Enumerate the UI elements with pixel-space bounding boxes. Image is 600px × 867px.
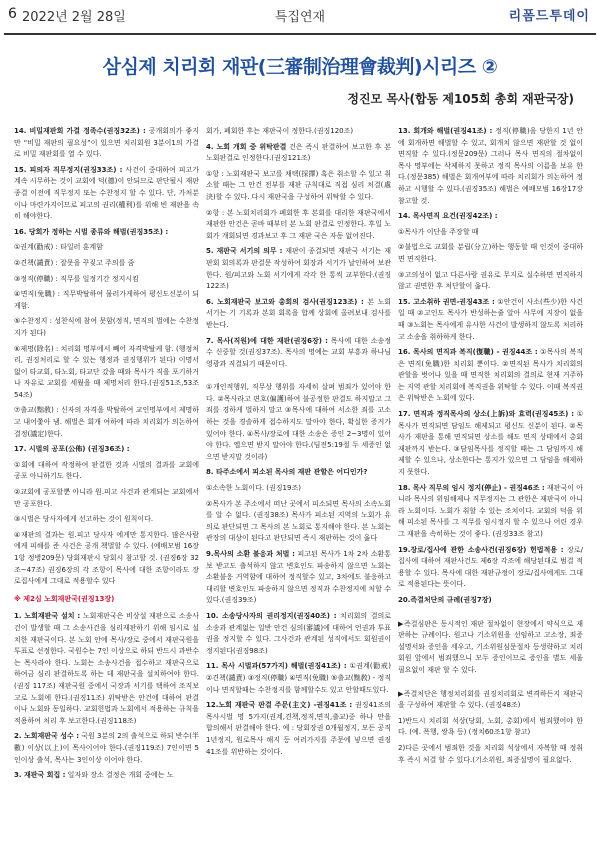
paragraph	[14, 770, 199, 782]
paragraph	[398, 126, 583, 207]
item-text: ⑤수찬정지 : 성찬식에 참여 못함(정직, 면직의 벌에는 수찬정지가 된다)	[14, 317, 199, 337]
item-text: ①항 : 노회재판국 보고를 채택(採擇) 혹은 취소할 수 있고 취소할 때는 그 안건 전부를 재판 규칙대로 직접 심리 처결(處決)할 수 있다. 다시 재판국을 구성하여 위탁할 수 있다.	[206, 169, 391, 201]
item-text: 정직(停職)을 당한지 1년 안에 회개하면 해벌할 수 있고, 회개치 않으면 재판할 것 없이 면직할 수 있다.(정문209문) 그러나 목사 면직의 절차없이 목사 명부에는 삭제하지 못하고 정직 목사의 이름을 보유 한다.(정문385) 해벌은 회개여부에 따라 치리회가 의논하여 정하고 시행할 수 있다.(권징35조) 해벌은 예배모범 16장17장 참고할 것.	[398, 127, 584, 205]
paragraph	[14, 344, 199, 402]
section-label: 특집연재	[274, 10, 326, 25]
item-text: 일자와 장소 결정은 개회 중에는 노	[65, 771, 174, 780]
paragraph	[206, 549, 391, 607]
item-heading: 9.목사의 소환 불응과 처벌 :	[206, 550, 295, 558]
paragraph	[14, 514, 199, 526]
item-heading: 18. 목사 직무의 임시 정지(停止) - 권징46조 :	[398, 483, 545, 492]
paragraph	[398, 211, 583, 223]
paragraph	[206, 483, 391, 495]
item-text: ▶즉결심판은 동시적인 재판 절차없이 현장에서 약식으로 재판하는 규례이다. 원고나 기소위원을 선임하고 고소장, 죄증 설명서와 증인을 세우고, 기소위원심문절차 등생략하고 치리회원 앞에서 범죄했으니 모두 증인이므로 증인을 별도 세울 필요없이 재판 할 수 있다.	[398, 619, 583, 674]
paragraph	[398, 743, 583, 766]
item-text: 재판이 종결되면 재판국 서기는 재판회 회의록과 판결문 작성하여 회장과 서기가 날인하여 보관한다. 원/피고와 노회 서기에게 각각 한 통씩 교부한다.(권징122조)	[206, 247, 391, 291]
paragraph	[398, 716, 583, 739]
item-heading: 17. 시벌의 공포(公佈) (권징36조) :	[14, 445, 130, 454]
paragraph	[398, 347, 583, 405]
article-title: 삼심제 치리회 재판(三審制治理會裁判)시리즈 ②	[102, 56, 498, 78]
paragraph	[398, 689, 583, 712]
paragraph	[398, 227, 583, 239]
item-heading: 2. 노회재판국 성수 :	[14, 732, 80, 741]
item-heading: 6. 노회재판국 보고와 총회의 검사(권징123조) :	[206, 297, 364, 306]
item-heading: 13. 회개와 해벌(권징41조) :	[398, 127, 493, 135]
paragraph	[206, 382, 391, 463]
paragraph	[398, 483, 583, 541]
item-text: 건은 즉시 판결하여 보고한 후 본 노회판결로 인정한다.(권징121조)	[206, 142, 391, 163]
item-text: ④면직(免職) : 직무박탈하여 물러가게하여 평신도신분이 되게함.	[14, 290, 199, 310]
item-text: ②목사가 본 주소에서 떠난 곳에서 피소되면 목사의 소속노회를 알 수 없다. (권징38조) 목사가 피소된 지역의 노회가 유의로 판단되면 그 목사의 본 노회로 통지해야 한다. 본 노회는 관장의 대상이 된다고 판단되면 즉시 재판하는 것이 옳다	[206, 499, 391, 543]
paragraph	[206, 246, 391, 292]
paragraph	[206, 336, 391, 371]
paragraph	[14, 405, 199, 440]
paragraph	[206, 142, 391, 165]
item-heading: 14. 비밀재판회 가결 정족수(권징32조) :	[14, 127, 146, 135]
paragraph	[398, 619, 583, 677]
item-heading: 5. 재판국 서기의 의무 :	[206, 247, 283, 256]
item-text: ①안건이 사소(些少)한 사건일 때 ②고인도 목사가 반성하는줄 알아 사무에 지장이 없을 때 ③노회는 목사에게 유사한 사건이 발생하지 않도록 처리하고 소송을 취하하게 한다.	[398, 297, 584, 341]
item-text: ②불법으로 교회를 분립(分立)하는 행동할 때 인것이 중대하면 면직한다.	[398, 243, 583, 263]
paragraph	[14, 274, 199, 286]
item-text: ④재판의 결과는 원.피고 당사자 에게만 통지한다. 많은사람에게 피해를 준 사건은 공개 책벌할 수 있다. (예배모범 16장1항 정병209문) 당회재판시 당회시 참고할 것. (권징6장 32조~47조) 권징6장의 각 조항이 목사에 대한 조항이라도 장로집사에게 그대로 적용할수 있다	[14, 530, 199, 586]
item-text: ①개인적행위, 직무상 행위를 자세히 살펴 범죄가 있어야 한다. ②목사라고 편호(偏護)하여 불공정한 판결도 하지말고 그 죄를 경하게 벌하지 말고 ③목사에 대하여 서소한 죄를 고소하는 것을 경솔하게 접수하지도 말아야 한다, 확실한 증거가 있어야 한다. ④목사/장로에 대한 소송은 증인 2~3명이 있어야 한다. 엘으면 받지 말아야 한다.(딤전5:19절 두 세증인 없으면 받지말 것이라)	[206, 383, 391, 461]
item-heading: 8. 타주소에서 피소된 목사의 재판 관할은 어디인가?	[206, 468, 368, 477]
item-heading: 1. 노회재판국 설치 :	[14, 612, 81, 621]
paragraph	[14, 165, 199, 223]
item-heading: 14. 목사면직 요건(권징42조) :	[398, 212, 498, 221]
paragraph	[398, 297, 583, 343]
paragraph	[206, 700, 391, 758]
item-heading: 15. 피의자 직무정지(권징33조) :	[14, 165, 123, 174]
item-heading: 11. 목사 시벌과(57가지) 해벌(권징41조) :	[206, 662, 347, 671]
paragraph	[206, 499, 391, 545]
header-rule	[4, 33, 596, 35]
article-column-3	[398, 126, 583, 770]
paragraph	[14, 126, 199, 161]
item-text: 장로/집사에 대하여 재판사건도 제6장 각조에 해당된대로 범결 적용할 수 있다. 목사에 대한 재판규정이 장로/집사에게도 그대로 적용된다는 뜻이다.	[398, 545, 583, 589]
item-text: ⑥제명(除名) : 치리회 명부에서 빼어 자격박탈케 함. (행정처리, 권징처리로 할 수 있는 행정과 권징행위가 된다) 이명서없이 타교회, 타노회, 타교단 갔을 때와 목사가 직을 포기하거나 자유로 교회를 세웠을 때 제명처리 한다.(권징51조,53조 54조)	[14, 344, 199, 399]
item-text: 노회재판국은 비상설 재판으로 소송사건이 발생할 때 그 소송사건을 심리재판하기 위해 임시로 설치한 재판국이다. 본 노회 안에 목사/장로 중에서 재판국원을 투표로 선정한다. 국원수는 7인 이상으로 하되 반드시 과반수는 목사라야 한다. 노회는 소송사건을 접수하고 재판국으로 하여금 심리 판결하도록 하는 데 재판국을 설치하여야 한다.(권징 117조) 재판국원 중에서 국장과 서기를 택하여 조직보고로 노회에 한다.(권징11조) 위탁받은 안건에 대하여 판결이나 노회와 동일하다. 교회헌법과 노회에서 적용하는 규칙을 적용하여 처리 후 보고한다.(권징118조)	[14, 612, 199, 725]
paragraph	[14, 611, 199, 727]
item-heading: 15. 고소취하 권면-권징43조 :	[398, 297, 495, 306]
item-heading: 19.장로/집사에 관한 소송사건(권징6장) 헌법적용 :	[398, 545, 564, 554]
item-text: ①권계(勸戒) ②견책(譴責) ③정직(停職) ④면직(免職) ⑤출교(黜敎) - 정직이나 면직할때는 수찬정지를 함께할수도 있고 안할때도있다.	[206, 662, 391, 694]
paragraph	[398, 595, 583, 607]
item-heading: 20.즉결처단의 규례(권징7장)	[398, 595, 492, 604]
paragraph	[398, 242, 583, 265]
paragraph	[206, 208, 391, 243]
item-text: 1)반드시 치리회 석상(당회, 노회, 총회)에서 범죄했어야 한다. (예. 폭행, 쌍욕 등) (정치60조1항 참고)	[398, 716, 583, 737]
item-heading: 3. 재판국 회집 :	[14, 771, 66, 780]
paragraph	[206, 297, 391, 332]
paragraph	[14, 227, 199, 239]
section-heading: ※ 제2심 노회재판국(권징13장)	[14, 594, 115, 603]
paragraph	[14, 258, 199, 270]
item-text: 본 노회 서기는 기 기록과 본회 회록을 합께 상회에 올려보내 검사를 받는다.	[206, 297, 391, 329]
item-text: 권징41조의 목사시벌 명 5가지(권계,견책,정직,면직,출교)중 하나 만을 합의해서 판결해야 한다. 예 : 당회장권 0개월정지, 모든 공직 1년정지, 원로목사 해지 등 여러가지를 주문에 넣으면 권징41조를 위반하는 것이다.	[206, 701, 391, 756]
item-text: 2)다른 곳에서 범죄한 것을 치리회 석상에서 자복할 때 정취 후 즉시 처결 할 수 있다.(기소위원, 죄증설명이 필요없다.	[398, 743, 583, 764]
item-text: ▶즉결처단은 행정치리회를 권징치리회로 변격하든지 재판국을 구성하여 재판할 수 있다. (권징48조)	[398, 689, 583, 710]
item-text: 사건이 중대하여 피고가 계속 시무하는 것이 교회에 덕(德)이 안되므로 판단될시 재판 종결 이전에 직무정지 또는 수찬정지 할 수 있다. 단, 가처분이나 마련가지이므로 피고의 권리(權利)를 위해 빈 재판을 속히 해야한다.	[14, 165, 199, 221]
item-text: 치리회의 결의로 소송과 관계없는 일반 안건 심의(審議)에 대하여 언권과 투표권을 정지할 수 있다. 그사건과 관계된 성직에서도 회원권이 정지된다(권징98조)	[206, 611, 391, 655]
paragraph	[206, 661, 391, 696]
article-column-1	[14, 126, 199, 786]
item-heading: 16. 당회가 정하는 시벌 종류와 해벌(권징35조) :	[14, 227, 169, 236]
item-text: ③시벌은 당사자에게 선고하는 것이 원칙이다.	[14, 515, 154, 524]
item-text: 공개회의가 좋지만 “비밀 재판의 필요성”이 있으면 치리회원 3분이1의 가결로 비밀 재판회를 열 수 있다.	[14, 127, 199, 159]
item-text: 국원 3분의 2의 출석으로 하되 반수(半數) 이상(以上)이 목사이어야 한다.(권징119조) 7인이면 5인이상 출석, 목사는 3인이상 이어야 한다.	[14, 732, 199, 764]
paragraph	[14, 316, 199, 339]
paragraph-spacer	[398, 681, 583, 689]
paragraph-spacer	[398, 611, 583, 619]
item-text: ①권계(勸戒) : 타일러 훈계함	[14, 243, 103, 252]
paragraph	[398, 545, 583, 591]
paragraph	[14, 444, 199, 456]
item-heading: 17. 면직과 정직목사의 상소(上訴)와 효력(권징45조) :	[398, 410, 574, 419]
paragraph	[398, 409, 583, 479]
item-heading: 4. 노회 개회 중 위탁판결	[206, 142, 287, 151]
item-text: ②견책(譴責) : 잘못을 꾸짖고 주의를 줌	[14, 258, 135, 267]
article-author: 정진모 목사(합동 제105회 총회 재판국장)	[347, 92, 574, 106]
issue-date: 2022년 2월 28일	[22, 10, 126, 25]
item-text: ⑦출교(黜敎) : 신자의 자격을 박탈하여 교인명부에서 제명하고 내어쫓아 냄. 해벌은 회개 여하에 따라 치리회가 의논하여 결정(議定)한다.	[14, 406, 199, 438]
item-text: ②교회에 공포할뿐 아니라 원.피고 사건과 관계되는 교회에서만 공포한다.	[14, 488, 199, 508]
paragraph	[206, 169, 391, 204]
paragraph	[14, 731, 199, 766]
newspaper-name: 리폼드투데이	[508, 9, 590, 24]
item-text: ③정직(停職) : 직무를 일정기간 정지시킴	[14, 274, 139, 283]
item-text: 피고된 목사가 1차 2차 소환통보 받고도 출석하지 않고 변호인도 파송하지 않으면 노회는 소환불응 거역함에 대하여 정직할수 있고, 3차에도 불응하고 대리할 변호인도 파송하지 않으면 정직과 수찬정지에 처할 수 있다.(권징39조)	[206, 550, 391, 605]
item-text: ①목사가 면직되면 담임도 해제되고 평신도 신분이 된다. ②목사가 재판을 통해 면직되면 상소를 해도 면직 상태에서 총회재판까지 받는다. ③담임목사를 정직할 때는 그 담임까지 해제할 수 있으나, 상소한다는 통지가 있으면 그 담임을 해제하지 못한다.	[398, 410, 583, 477]
paragraph	[14, 289, 199, 312]
item-text: 회가, 폐회한 후는 재판국이 정한다.(권징120조)	[206, 127, 354, 135]
item-heading: 7. 목사(직원)에 대한 재판(권징6장) :	[206, 336, 328, 345]
article-column-2	[206, 126, 391, 762]
item-text: 목사에 대한 소송정수 신중할 것(권징37조). 목사의 명예는 교회 부흥과 하나님 영광과 직결되기 때문이다.	[206, 336, 391, 368]
paragraph-spacer	[206, 374, 391, 382]
page-number: 6	[8, 6, 17, 22]
item-text: ①목사가 이단을 주장할 때	[398, 227, 479, 236]
item-text: 재판국이 아니라 목사의 위임해제나 직무정지는 그 관한은 재판국이 아니라 노회이다. 노회가 취할 수 있는 조치이다. 교회의 덕을 위해 피소된 목사를 그 직무를 임시정지 할 수 있으나 어린 경우 그 재판을 속히하는 것이 좋다. (권징33조 참고)	[398, 483, 583, 538]
item-text: ②항 : 본 노회치리회가 폐회한 후 본회를 대리한 재판국에서 재판한 안건은 곧바 때부터 본 노회 판결로 인정한다. 후일 노회가 개회되면 경과보고 후 그 재판 국은 자동 없어진다.	[206, 208, 391, 240]
item-heading: 16. 목사의 면직과 복직(復職) - 권징44조 :	[398, 348, 538, 357]
page-header	[0, 0, 600, 36]
item-heading: 12.노회 재판국 판결 주문(主文) -권징41조 :	[206, 701, 353, 710]
paragraph	[14, 460, 199, 483]
paragraph	[206, 467, 391, 479]
item-text: ①회에 대하여 작정하여 판결한 것과 시벌의 결과를 교회에 공포 아니하기도 한다.	[14, 460, 199, 481]
paragraph	[14, 242, 199, 254]
paragraph	[206, 126, 391, 138]
paragraph	[14, 487, 199, 510]
paragraph	[206, 611, 391, 657]
item-text: ①소속한 노회이다. (권징19조)	[206, 484, 301, 493]
item-text: ③고의성이 없고 다른사람 권유로 무지로 실수하면 면직하지 않고 권면한 후 처단할이 옳다.	[398, 270, 583, 291]
paragraph	[398, 270, 583, 293]
paragraph	[14, 530, 199, 588]
item-heading: 10. 소송당사자의 권리정지(권징40조) :	[206, 611, 337, 620]
item-text: ①목사의 복직은 면직(免職)한 치리회 뿐이다. ②면직된 목사가 치리회의 관할을 벗어나 있을 때 면직한 치리회의 결의로 현재 거주하는 지역 관할 치리회에 복직권을 위탁할 수 있다. 이때 복직권은 위탁받은 노회에 있다.	[398, 348, 583, 403]
